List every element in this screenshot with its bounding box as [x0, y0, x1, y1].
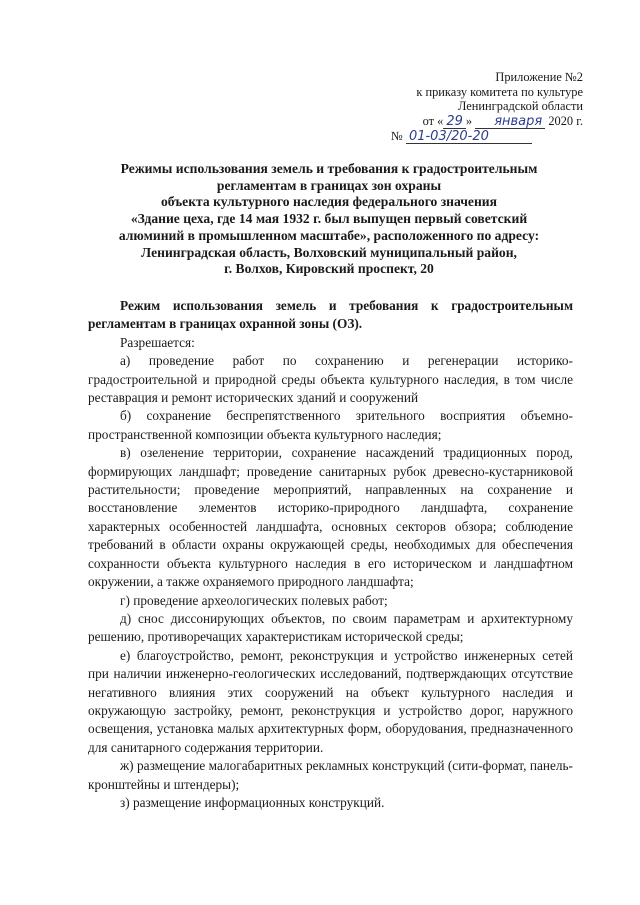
list-item-e: е) благоустройство, ремонт, реконструкция и устройство инженерных сетей при наличии инженерно-геологических исследований, подтверждающих отсутствие негативного влияния этих сооружений на объект культурного наследия и окружающую застройку, ремонт, реконструкция и устройство дорог, наружного освещения, установка малых архитектурных форм, оборудования, предназначенного для санитарного содержания территории. — [88, 647, 573, 755]
title-line: г. Волхов, Кировский проспект, 20 — [224, 261, 434, 277]
date-sep: » — [465, 113, 473, 128]
date-prefix: от « — [422, 113, 444, 128]
title-line: регламентам в границах зон охраны — [216, 177, 442, 193]
appendix-number-line — [353, 129, 583, 144]
date-month-handwritten: января — [475, 115, 545, 129]
section-heading: Режим использования земель и требования к градостроительным регламентам в границах охранной зоны (ОЗ). — [88, 298, 573, 332]
list-item-a: а) проведение работ по сохранению и регенерации историко-градостроительной и природной среды объекта культурного наследия, в том числе реставрация и ремонт исторических зданий и сооружений — [88, 353, 573, 406]
list-item-d: д) снос диссонирующих объектов, по своим параметрам и архитектурному решению, противоречащих характеристикам исторической среды; — [88, 610, 573, 645]
allowed-label: Разрешается: — [120, 334, 195, 350]
title-line: Режимы использования земель и требования к градостроительным — [120, 161, 538, 176]
order-number-handwritten: 01-03/20-20 — [406, 130, 532, 144]
number-prefix: № — [391, 128, 403, 143]
date-year: 2020 г. — [548, 113, 583, 128]
title-line: объекта культурного наследия федерального значения — [161, 194, 497, 210]
appendix-title: Приложение №2 — [495, 70, 583, 84]
list-item-b: б) сохранение беспрепятственного зрительного восприятия объемно-пространственной композиции объекта культурного наследия; — [88, 408, 573, 442]
appendix-date-line — [353, 114, 583, 129]
list-item-g: г) проведение археологических полевых работ; — [120, 592, 388, 608]
title-line: алюминий в промышленном масштабе», расположенного по адресу: — [118, 227, 540, 243]
title-line: «Здание цеха, где 14 мая 1932 г. был выпущен первый советский — [130, 211, 528, 227]
list-item-zh: ж) размещение малогабаритных рекламных конструкций (сити-формат, панель-кронштейны и штендеры); — [88, 758, 573, 792]
title-line: Ленинградская область, Волховский муниципальный район, — [141, 244, 517, 260]
appendix-region: Ленинградской области — [457, 99, 583, 114]
appendix-header — [353, 70, 583, 144]
appendix-order-ref: к приказу комитета по культуре — [416, 84, 583, 99]
list-item-z: з) размещение информационных конструкций. — [120, 794, 385, 810]
list-item-v: в) озеленение территории, сохранение насаждений традиционных пород, формирующих ландшафт; проведение санитарных рубок древесно-кустарниковой растительности; проведение мероприятий, направленных на сохранение и восстановление элементов историко-природного ландшафта, сохранение характерных особенностей ландшафта, основных секторов обзора; соблюдение требований в области охраны окружающей среды, необходимых для обеспечения сохранности объекта культурного наследия в его историческом и ландшафтном окружении, а также охраняемого природного ландшафта; — [88, 445, 573, 590]
date-day-handwritten: 29 — [443, 115, 466, 129]
document-body — [88, 297, 573, 812]
document-title — [88, 161, 570, 278]
